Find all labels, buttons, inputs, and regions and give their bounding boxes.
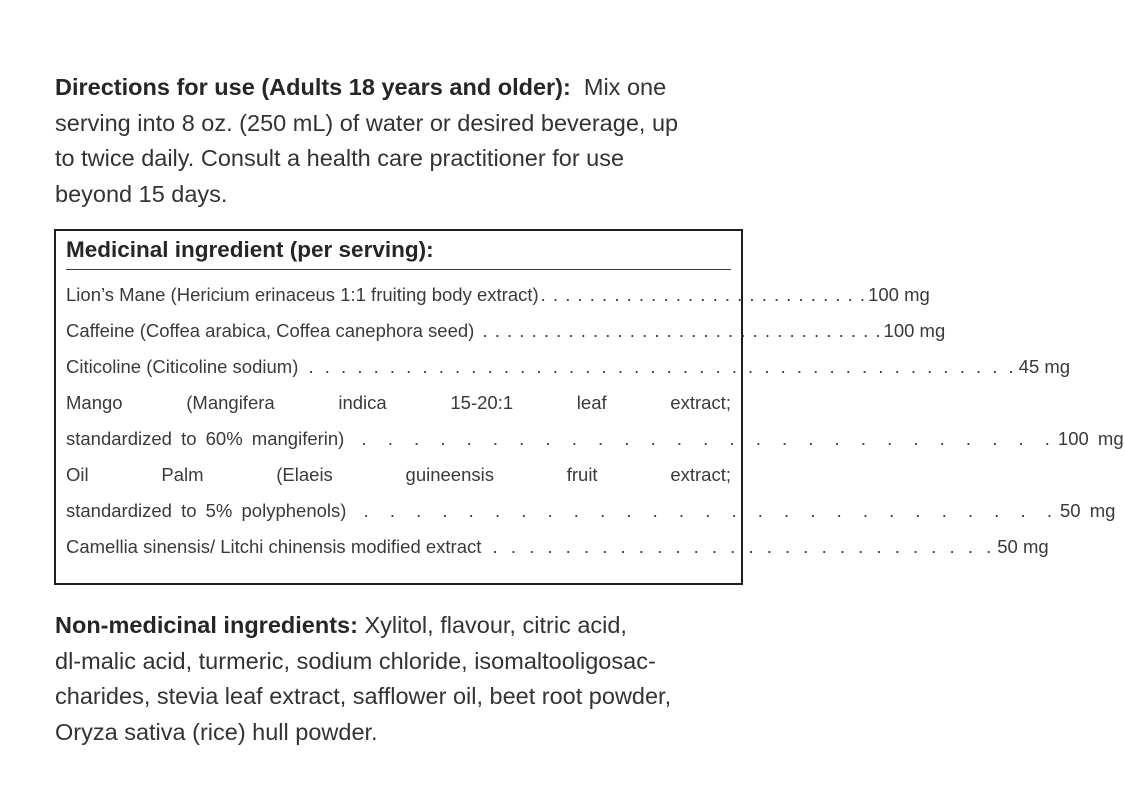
non-medicinal-ingredients (55, 608, 755, 750)
non-medicinal-line-1 (55, 608, 755, 644)
leader-dots: . . . . . . . . . . . . . . . . . . . . . . . . . . . . . . . . . . . . . . . . . . . . (300, 356, 1017, 377)
ingredient-row-mango-line-1 (66, 385, 731, 421)
ingredient-amount: 50 mg (1059, 500, 1116, 521)
leader-dots: . . . . . . . . . . . . . . . . . . . . . . . . . . . . (483, 536, 996, 557)
ingredient-row-citicoline (66, 349, 1071, 385)
ingredient-amount: 100 mg (868, 284, 930, 305)
word: leaf (576, 392, 607, 413)
leader-dots: . . . . . . . . . . . . . . . . . . . . . . . . . . . . . . . . . (476, 320, 882, 341)
word: Oil (66, 464, 89, 485)
leader-dots: . . . . . . . . . . . . . . . . . . . . . . . . . . . (540, 284, 867, 305)
ingredient-amount: 100 mg (883, 320, 946, 341)
word: Palm (161, 464, 204, 485)
ingredient-row-camellia-litchi (66, 529, 1049, 565)
directions-heading: Directions for use (Adults 18 years and older): (55, 74, 571, 100)
directions-line-3: to twice daily. Consult a health care practitioner for use (55, 145, 625, 171)
ingredient-name: standardized to 5% polyphenols) (66, 500, 347, 521)
medicinal-ingredients-title: Medicinal ingredient (per serving): (66, 237, 434, 262)
ingredient-name: Camellia sinensis/ Litchi chinensis modified extract (66, 536, 482, 557)
non-medicinal-line-2: dl-malic acid, turmeric, sodium chloride, isomaltooligosac- (55, 647, 656, 674)
ingredient-amount: 45 mg (1018, 356, 1071, 377)
word: (Elaeis (276, 464, 333, 485)
directions-line-2: serving into 8 oz. (250 mL) of water or desired beverage, up (55, 109, 679, 136)
directions-for-use (55, 70, 755, 212)
title-divider (66, 269, 731, 270)
ingredient-row-caffeine (66, 313, 946, 349)
word: 15-20:1 (450, 392, 514, 413)
leader-dots: . . . . . . . . . . . . . . . . . . . . . . . . . . . (346, 428, 1056, 449)
ingredient-name: Citicoline (Citicoline sodium) (66, 356, 299, 377)
directions-text: Mix one (583, 74, 667, 100)
word: guineensis (405, 464, 494, 485)
medicinal-ingredients-box (54, 229, 1124, 585)
ingredient-row-mango-line-2 (66, 421, 1124, 457)
non-medicinal-heading: Non-medicinal ingredients: (55, 612, 358, 638)
word: extract; (670, 392, 731, 413)
non-medicinal-line-4: Oryza sativa (rice) hull powder. (55, 718, 378, 745)
word: extract; (670, 464, 731, 485)
word: fruit (566, 464, 598, 485)
ingredient-row-oil-palm-line-1 (66, 457, 731, 493)
directions-line-4: beyond 15 days. (55, 180, 228, 207)
non-medicinal-line-3: charides, stevia leaf extract, safflower oil, beet root powder, (55, 683, 672, 709)
ingredient-amount: 50 mg (997, 536, 1049, 557)
directions-line-1 (55, 70, 755, 106)
ingredient-amount: 100 mg (1057, 428, 1124, 449)
non-medicinal-text: Xylitol, flavour, citric acid, (364, 612, 627, 638)
word: (Mangifera (186, 392, 275, 413)
word: indica (338, 392, 387, 413)
ingredient-row-oil-palm-line-2 (66, 493, 1116, 529)
ingredient-name: Lion’s Mane (Hericium erinaceus 1:1 fruiting body extract) (66, 284, 539, 305)
ingredient-row-lions-mane (66, 277, 930, 313)
ingredient-name: Caffeine (Coffea arabica, Coffea canephora seed) (66, 320, 475, 341)
ingredient-name: standardized to 60% mangiferin) (66, 428, 345, 449)
word: Mango (66, 392, 123, 413)
leader-dots: . . . . . . . . . . . . . . . . . . . . . . . . . . . (348, 500, 1058, 521)
